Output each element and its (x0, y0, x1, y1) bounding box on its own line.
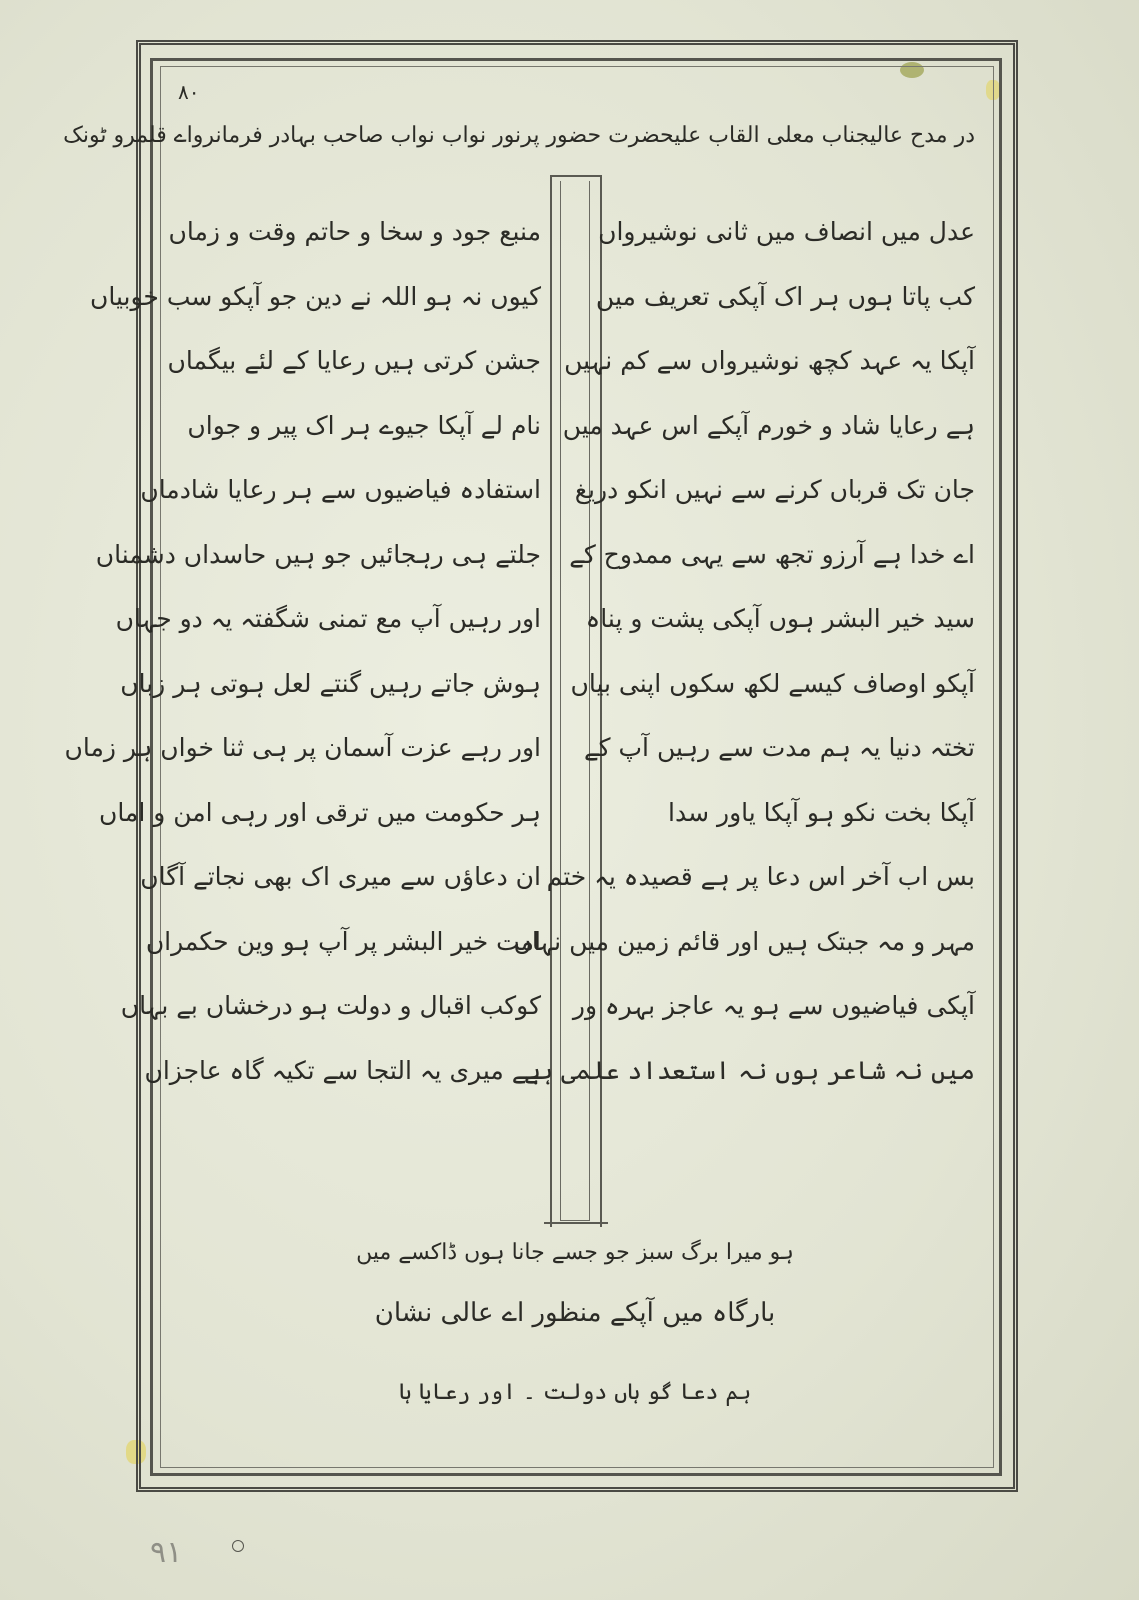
verse-line: آپکا یہ عہد کچھ نوشیرواں سے کم نہیں (564, 346, 975, 375)
right-column (513, 212, 975, 1115)
page-number: ۹۱ (150, 1535, 183, 1570)
verse-line: اور رہیں آپ مع تمنی شگفتہ یہ دو جہاں (115, 604, 541, 633)
verse-line: آپکا بخت نکو ہو آپکا یاور سدا (668, 797, 975, 827)
verse-line: ہے رعایا شاد و خورم آپکے اس عہد میں (562, 410, 975, 440)
verse-line: اے خدا ہے آرزو تجھ سے یہی ممدوح کے (569, 539, 975, 569)
closing-line: ہم دعا گو ہاں دولت ۔ اور رعایا ہا (398, 1380, 752, 1405)
verse-line: امت خیر البشر پر آپ ہو وین حکمراں (145, 926, 541, 956)
verse-line: ہر حکومت میں ترقی اور رہی امن و اماں (98, 797, 541, 827)
verse-line: استفادہ فیاضیوں سے ہر رعایا شادماں (140, 475, 541, 504)
verse-line: بس اب آخر اس دعا پر ہے قصیدہ یہ ختم (546, 862, 975, 891)
column-divider-foot (544, 1222, 608, 1232)
closing-line: ہو میرا برگ سبز جو جسے جانا ہوں ڈاکسے میں (356, 1240, 794, 1265)
verse-line: کیوں نہ ہو اللہ نے دین جو آپکو سب خوبیاں (90, 281, 541, 311)
verse-line: عدل میں انصاف میں ثانی نوشیرواں (598, 217, 975, 246)
verse-line: تختہ دنیا یہ ہم مدت سے رہیں آپ کے (584, 733, 975, 762)
verse-line: اور رہے عزت آسمان پر ہی ثنا خواں ہر زماں (64, 733, 541, 762)
verse-line: کب پاتا ہوں ہر اک آپکی تعریف میں (595, 281, 975, 311)
verse-line: جان تک قرباں کرنے سے نہیں انکو دریغ (574, 475, 975, 504)
verse-line: آپکی فیاضیوں سے ہو یہ عاجز بہرہ ور (572, 991, 975, 1020)
verse-line: ہوش جاتے رہیں گنتے لعل ہوتی ہر زباں (120, 668, 541, 698)
verse-line: سید خیر البشر ہوں آپکی پشت و پناہ (585, 604, 975, 633)
verse-line: منبع جود و سخا و حاتم وقت و زماں (168, 217, 541, 246)
left-column (64, 212, 541, 1115)
folio-number: ۸۰ (178, 80, 200, 104)
verse-line: میں نہ شاعر ہوں نہ استعداد علمی ہے (523, 1055, 975, 1085)
page-heading: در مدح عالیجناب معلی القاب علیحضرت حضور پرنور نواب نواب صاحب بہادر فرمانرواے قلمرو ٹونک (63, 123, 975, 148)
verse-line: جلتے ہی رہجائیں جو ہیں حاسداں دشمناں (95, 539, 541, 569)
verse-line: ہے میری یہ التجا سے تکیہ گاہ عاجزاں (144, 1055, 541, 1085)
verse-line: آپکو اوصاف کیسے لکھ سکوں اپنی بیاں (570, 668, 975, 698)
closing-line: بارگاہ میں آپکے منظور اے عالی نشان (374, 1298, 776, 1328)
verse-line: جشن کرتی ہیں رعایا کے لئے بیگماں (167, 346, 541, 375)
circle-mark (232, 1540, 244, 1552)
verse-line: مہر و مہ جبتک ہیں اور قائم زمین میں نہاں (513, 926, 975, 956)
verse-line: ان دعاؤں سے میری اک بھی نجاتے آگاں (140, 862, 541, 891)
verse-line: نام لے آپکا جیوے ہر اک پیر و جواں (187, 410, 541, 440)
verse-line: کوکب اقبال و دولت ہو درخشاں بے بہاں (120, 991, 541, 1020)
